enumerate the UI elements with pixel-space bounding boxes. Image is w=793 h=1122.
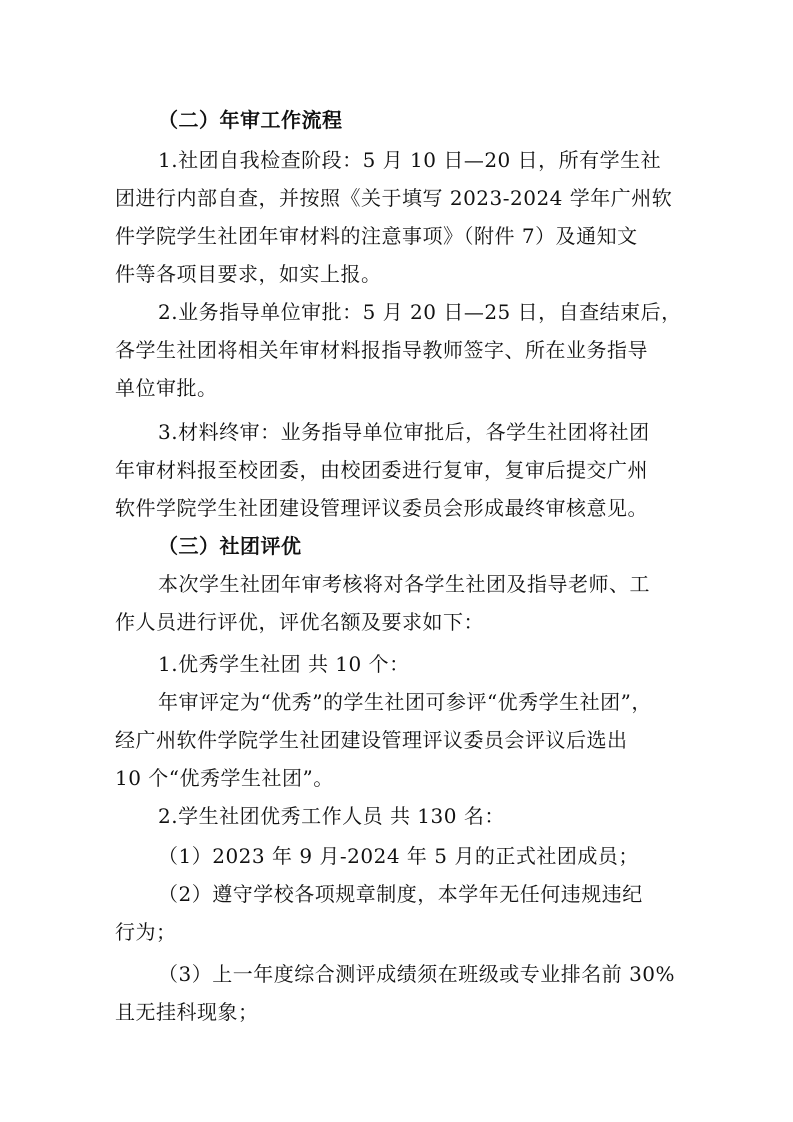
requirement-3-line: （3）上一年度综合测评成绩须在班级或专业排名前 30%	[158, 962, 676, 986]
step3-paragraph-line: 年审材料报至校团委，由校团委进行复审，复审后提交广州	[115, 458, 648, 482]
step1-paragraph-line: 件学院学生社团年审材料的注意事项》（附件 7）及通知文	[115, 224, 638, 248]
section-heading-workflow: （二）年审工作流程	[158, 108, 343, 132]
award2-title: 2.学生社团优秀工作人员 共 130 名：	[158, 804, 505, 828]
award1-paragraph-line: 经广州软件学院学生社团建设管理评议委员会评议后选出	[115, 728, 628, 752]
requirement-3-line: 且无挂科现象；	[115, 1000, 259, 1024]
award1-paragraph-line: 10 个“优秀学生社团”。	[115, 766, 334, 790]
step1-paragraph-line: 团进行内部自查，并按照《关于填写 2023-2024 学年广州软	[115, 186, 673, 210]
intro-paragraph-line: 本次学生社团年审考核将对各学生社团及指导老师、工	[158, 572, 650, 596]
requirement-2-line: 行为；	[115, 920, 177, 944]
intro-paragraph-line: 作人员进行评优，评优名额及要求如下：	[115, 610, 484, 634]
step3-paragraph-line: 软件学院学生社团建设管理评议委员会形成最终审核意见。	[115, 496, 648, 520]
step2-paragraph-line: 各学生社团将相关年审材料报指导教师签字、所在业务指导	[115, 338, 648, 362]
step3-paragraph-line: 3.材料终审：业务指导单位审批后，各学生社团将社团	[158, 420, 650, 444]
section-heading-evaluation: （三）社团评优	[158, 534, 302, 558]
step1-paragraph-line: 1.社团自我检查阶段：5 月 10 日—20 日，所有学生社	[158, 148, 662, 172]
requirement-2-line: （2）遵守学校各项规章制度，本学年无任何违规违纪	[158, 882, 643, 906]
step1-paragraph-line: 件等各项目要求，如实上报。	[115, 262, 382, 286]
step2-paragraph-line: 2.业务指导单位审批：5 月 20 日—25 日，自查结束后，	[158, 300, 682, 324]
step2-paragraph-line: 单位审批。	[115, 376, 218, 400]
requirement-1: （1）2023 年 9 月-2024 年 5 月的正式社团成员；	[158, 844, 639, 868]
award1-paragraph-line: 年审评定为“优秀”的学生社团可参评“优秀学生社团”，	[158, 690, 652, 714]
award1-title: 1.优秀学生社团 共 10 个：	[158, 652, 410, 676]
